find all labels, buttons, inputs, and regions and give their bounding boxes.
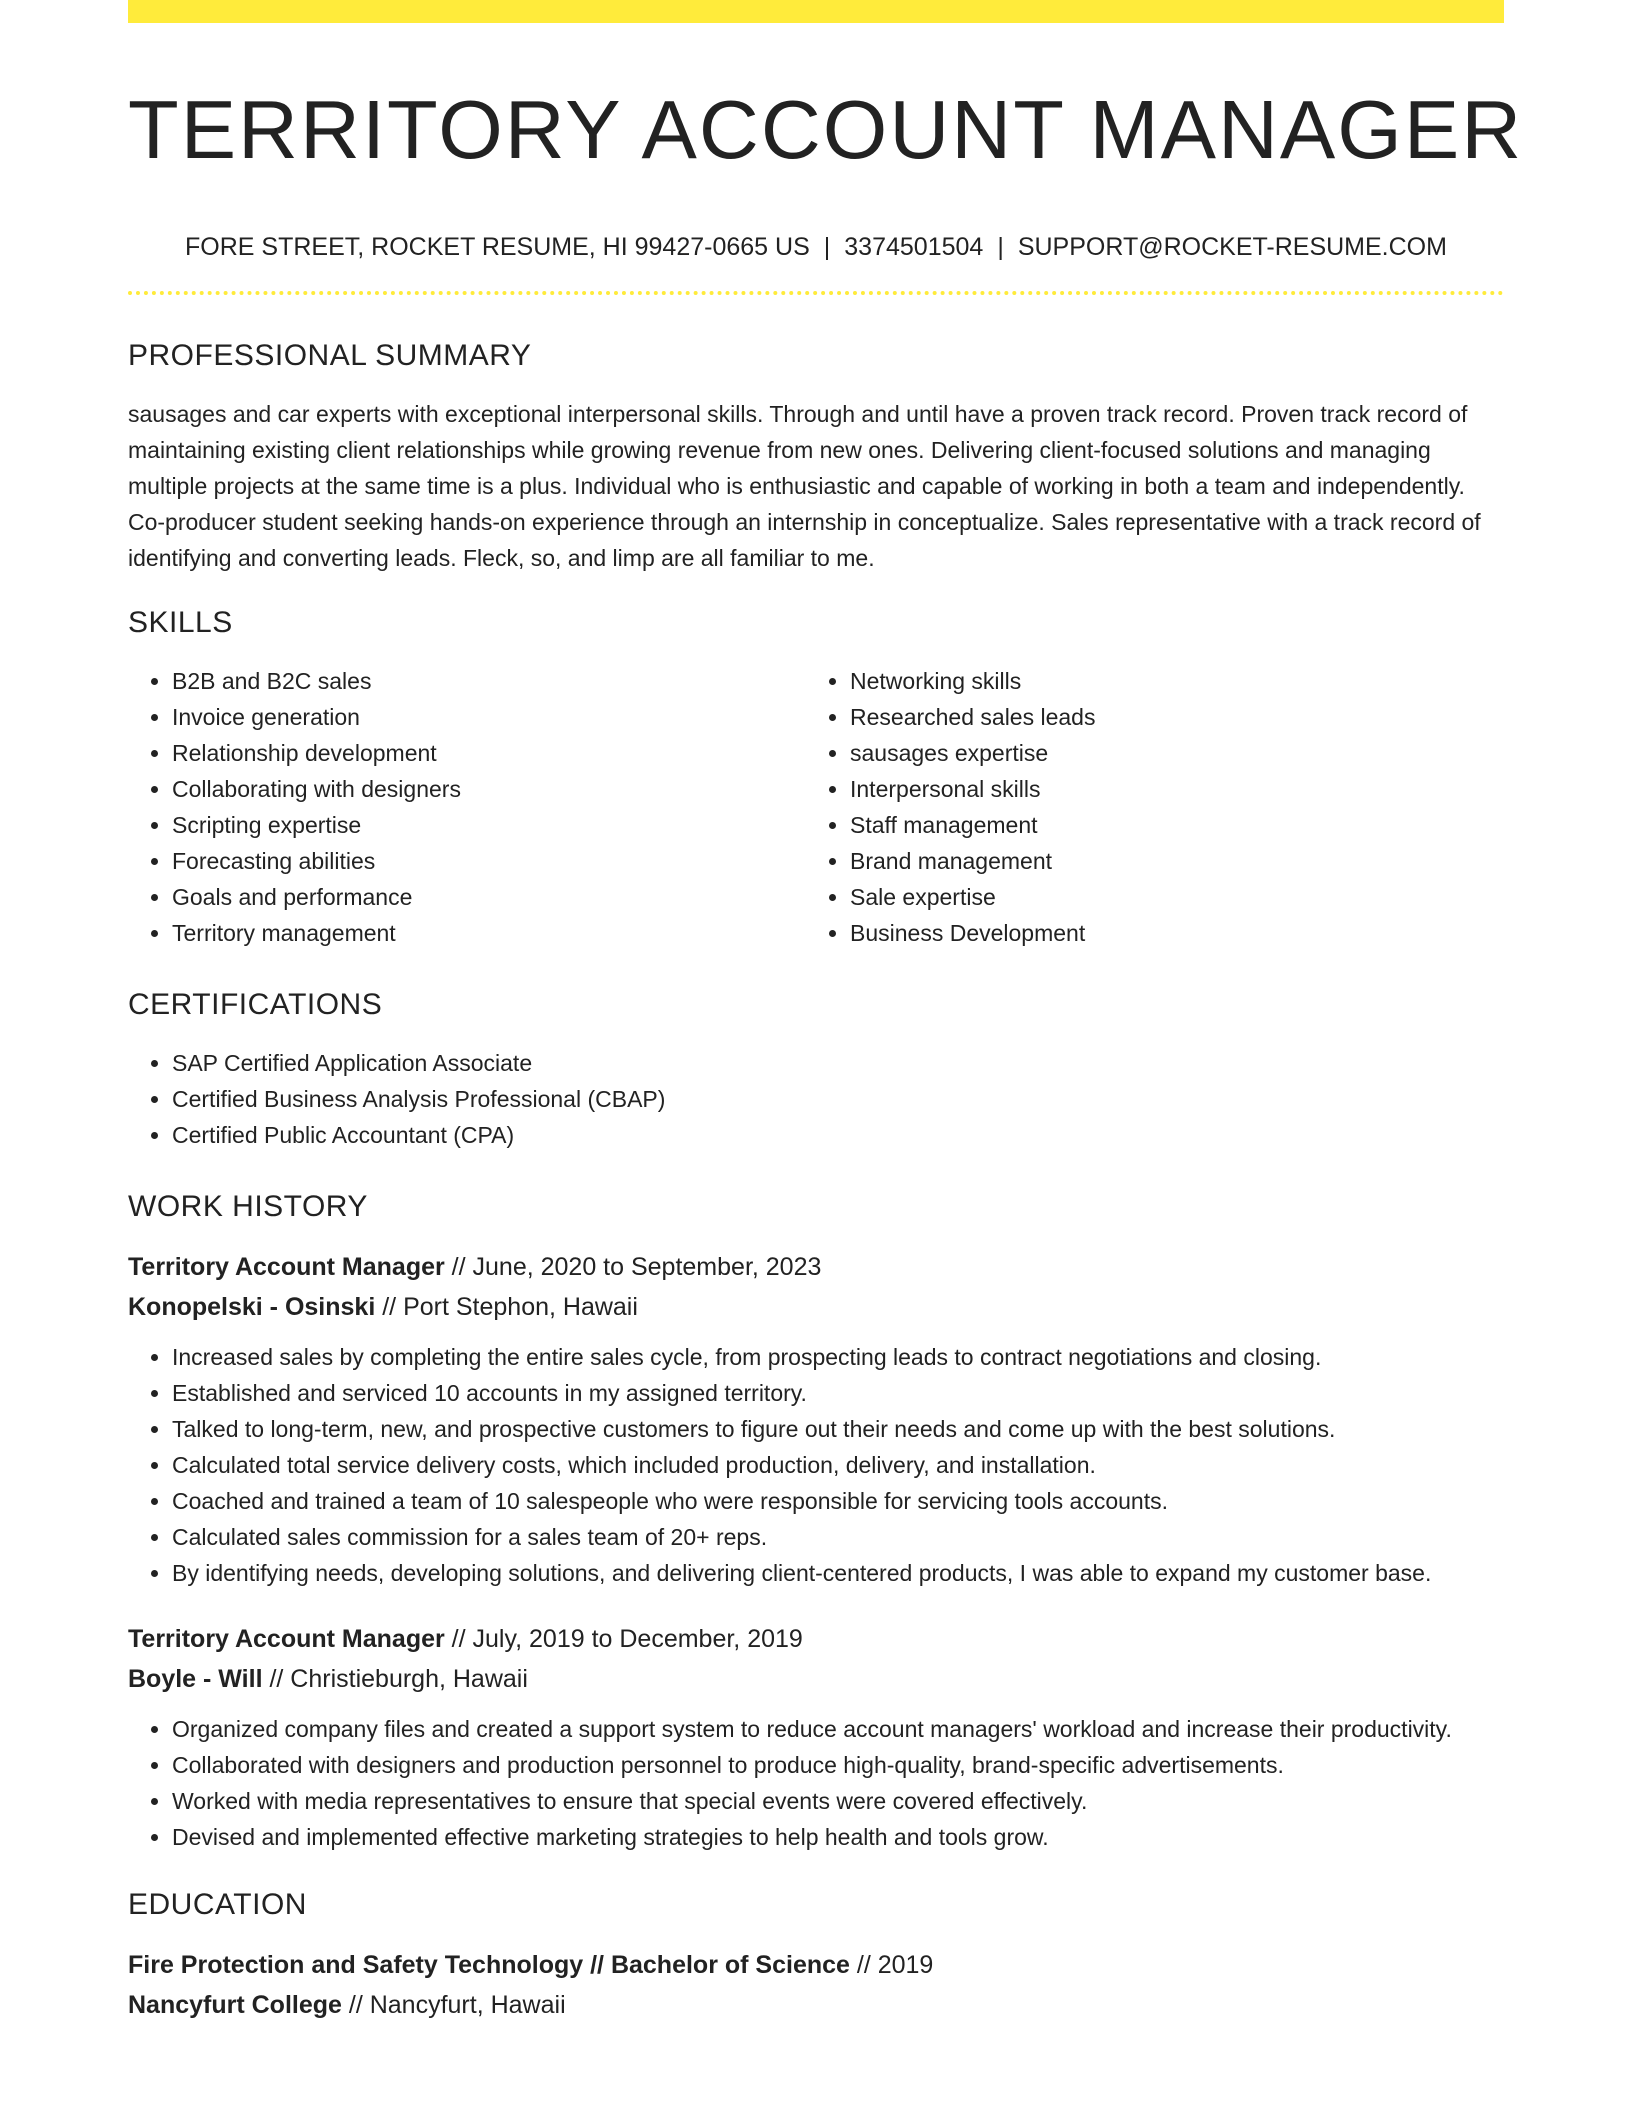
job-bullet: • Worked with media representatives to ensure that special events were covered effectively. bbox=[172, 1783, 1504, 1819]
certification-item: • SAP Certified Application Associate bbox=[172, 1045, 1504, 1081]
education-degree-line bbox=[128, 1945, 1504, 1985]
job-dates: // July, 2019 to December, 2019 bbox=[444, 1625, 803, 1653]
certifications-heading: CERTIFICATIONS bbox=[128, 988, 383, 1021]
job-bullet-list bbox=[128, 1711, 1504, 1855]
summary-text: sausages and car experts with exceptional interpersonal skills. Through and until have a proven track record. Proven track record of maintaining existing client relationships while growing revenue from new ones. Delivering client-focused solutions and managing multiple projects at the same time is a plus. Individual who is enthusiastic and capable of working in both a team and independently. Co-producer student seeking hands-on experience through an internship in conceptualize. Sales representative with a track record of identifying and converting leads. Fleck, so, and limp are all familiar to me. bbox=[128, 401, 1481, 571]
job-bullet: • By identifying needs, developing solutions, and delivering client-centered products, I was able to expand my customer base. bbox=[172, 1555, 1504, 1591]
contact-separator: | bbox=[823, 233, 831, 261]
education-location: // Nancyfurt, Hawaii bbox=[341, 1991, 566, 2019]
job-bullet: • Coached and trained a team of 10 salespeople who were responsible for servicing tools accounts. bbox=[172, 1483, 1504, 1519]
job-bullet: • Calculated total service delivery costs, which included production, delivery, and installation. bbox=[172, 1447, 1504, 1483]
skill-item: • Territory management bbox=[172, 915, 806, 951]
job-role: Territory Account Manager bbox=[128, 1253, 445, 1281]
work-history-heading: WORK HISTORY bbox=[128, 1190, 368, 1223]
contact-address: FORE STREET, ROCKET RESUME, HI 99427-0665 US bbox=[185, 233, 810, 261]
skill-item: • Forecasting abilities bbox=[172, 843, 806, 879]
skill-item: • Brand management bbox=[850, 843, 1484, 879]
job-bullet: • Talked to long-term, new, and prospective customers to figure out their needs and come up with the best solutions. bbox=[172, 1411, 1504, 1447]
skill-item: • Interpersonal skills bbox=[850, 771, 1484, 807]
skill-item: • B2B and B2C sales bbox=[172, 663, 806, 699]
job-title-line bbox=[128, 1247, 1504, 1287]
skill-item: • Business Development bbox=[850, 915, 1484, 951]
job-bullet-list bbox=[128, 1339, 1504, 1591]
skill-item: • Collaborating with designers bbox=[172, 771, 806, 807]
certifications-list bbox=[128, 1045, 1504, 1153]
job-bullet: • Organized company files and created a support system to reduce account managers' workload and increase their productivity. bbox=[172, 1711, 1504, 1747]
education-school: Nancyfurt College bbox=[128, 1991, 342, 2019]
job-company-line bbox=[128, 1659, 1504, 1699]
skills-right-list bbox=[806, 663, 1484, 951]
job-bullet: • Calculated sales commission for a sales team of 20+ reps. bbox=[172, 1519, 1504, 1555]
job-location: // Christieburgh, Hawaii bbox=[262, 1665, 528, 1693]
dotted-divider bbox=[128, 291, 1504, 295]
education-year: // 2019 bbox=[849, 1951, 934, 1979]
skill-item: • Relationship development bbox=[172, 735, 806, 771]
job-company-line bbox=[128, 1287, 1504, 1327]
skill-item: • Networking skills bbox=[850, 663, 1484, 699]
skill-item: • sausages expertise bbox=[850, 735, 1484, 771]
resume-content bbox=[128, 0, 1524, 2025]
skills-left-list bbox=[128, 663, 806, 951]
education-school-line bbox=[128, 1985, 1504, 2025]
job-location: // Port Stephon, Hawaii bbox=[375, 1293, 638, 1321]
job-dates: // June, 2020 to September, 2023 bbox=[444, 1253, 822, 1281]
education-degree: Fire Protection and Safety Technology // Bachelor of Science bbox=[128, 1951, 850, 1979]
summary-heading: PROFESSIONAL SUMMARY bbox=[128, 339, 532, 372]
contact-separator: | bbox=[997, 233, 1004, 261]
contact-email: SUPPORT@ROCKET-RESUME.COM bbox=[1017, 233, 1447, 261]
contact-line bbox=[128, 232, 1504, 262]
resume-name: TERRITORY ACCOUNT MANAGER bbox=[128, 83, 1524, 176]
certification-item: • Certified Business Analysis Professional (CBAP) bbox=[172, 1081, 1504, 1117]
job-title-line bbox=[128, 1619, 1504, 1659]
skill-item: • Researched sales leads bbox=[850, 699, 1484, 735]
job-company: Boyle - Will bbox=[128, 1665, 263, 1693]
job-bullet: • Established and serviced 10 accounts in my assigned territory. bbox=[172, 1375, 1504, 1411]
job-bullet: • Collaborated with designers and production personnel to produce high-quality, brand-specific advertisements. bbox=[172, 1747, 1504, 1783]
job-bullet: • Increased sales by completing the entire sales cycle, from prospecting leads to contract negotiations and closing. bbox=[172, 1339, 1504, 1375]
job-role: Territory Account Manager bbox=[128, 1625, 445, 1653]
skills-heading: SKILLS bbox=[128, 606, 233, 639]
skill-item: • Staff management bbox=[850, 807, 1484, 843]
skill-item: • Scripting expertise bbox=[172, 807, 806, 843]
certification-item: • Certified Public Accountant (CPA) bbox=[172, 1117, 1504, 1153]
skill-item: • Goals and performance bbox=[172, 879, 806, 915]
job-company: Konopelski - Osinski bbox=[128, 1293, 376, 1321]
education-heading: EDUCATION bbox=[128, 1888, 307, 1921]
contact-phone: 3374501504 bbox=[844, 233, 984, 261]
job-bullet: • Devised and implemented effective marketing strategies to help health and tools grow. bbox=[172, 1819, 1504, 1855]
skills-grid bbox=[128, 663, 1504, 951]
skill-item: • Invoice generation bbox=[172, 699, 806, 735]
skill-item: • Sale expertise bbox=[850, 879, 1484, 915]
